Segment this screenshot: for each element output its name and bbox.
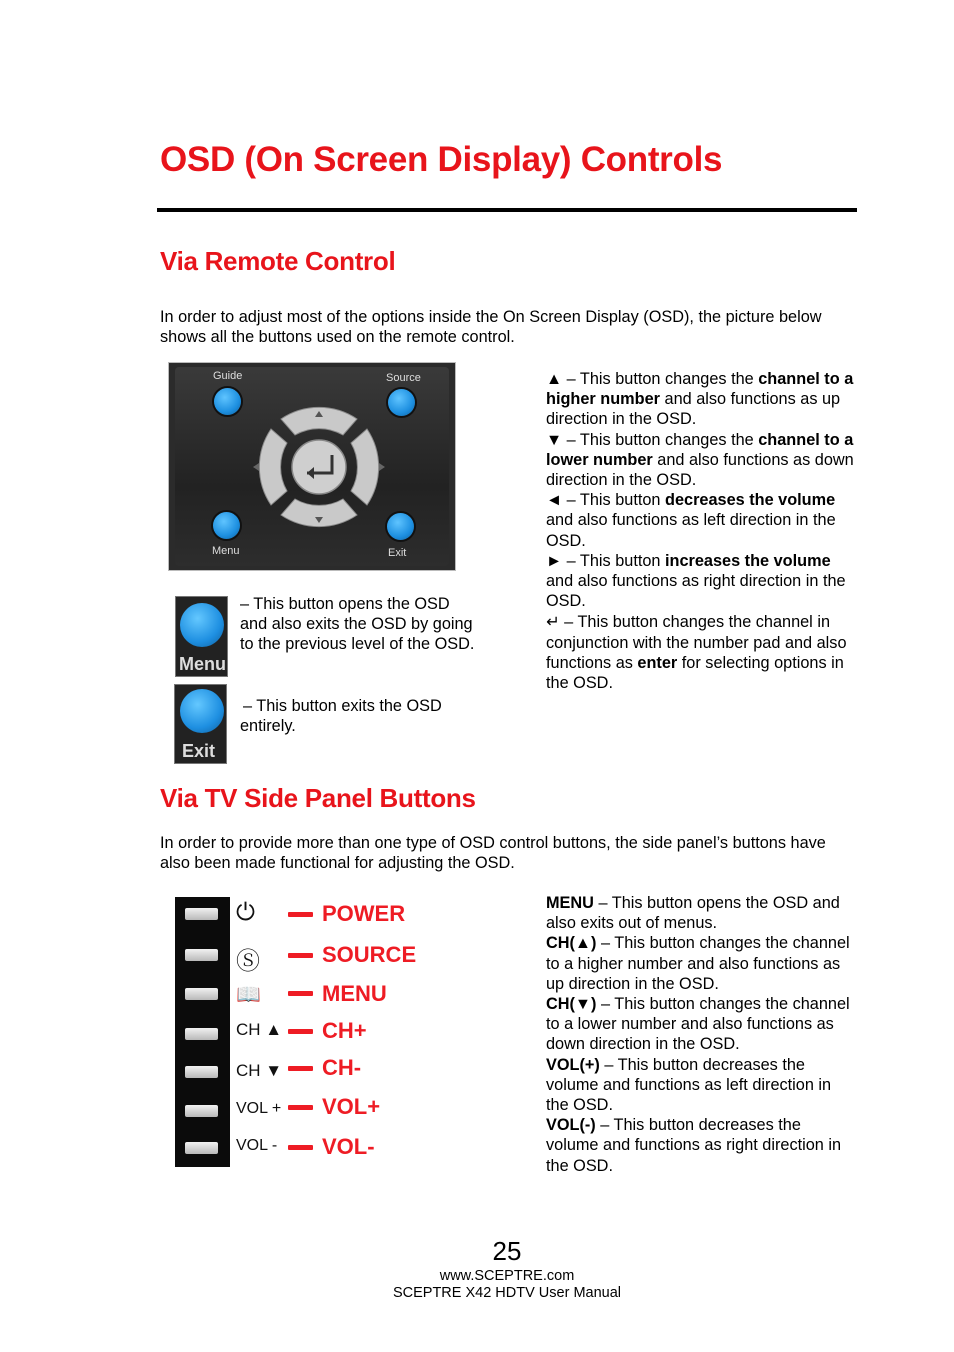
remote-menu-button: [213, 512, 240, 539]
vol-up-dash: [288, 1105, 313, 1110]
remote-guide-label: Guide: [213, 370, 243, 382]
remote-exit-label: Exit: [388, 547, 407, 559]
menu-dash: [288, 991, 313, 996]
vol-down-label: VOL-: [322, 1134, 375, 1159]
menu-button-icon: [175, 596, 228, 677]
remote-guide-button: [214, 388, 241, 415]
left-arrow-description: ◄ – This button decreases the volume and also functions as left direction in the OSD.: [546, 491, 836, 550]
menu-label: MENU: [322, 981, 387, 1006]
footer-manual-title: SCEPTRE X42 HDTV User Manual: [392, 1285, 622, 1301]
panel-button-ch-up: [185, 1028, 218, 1040]
menu-description: MENU – This button opens the OSD and also exits out of menus.: [546, 894, 840, 933]
ch-down-description: CH(▼) – This button changes the channel to a lower number and also functions as down direction in the OSD.: [546, 995, 850, 1054]
ch-up-label: CH+: [322, 1018, 367, 1043]
source-dash: [288, 953, 313, 958]
ch-down-label: CH-: [322, 1055, 362, 1080]
menu-button-label: Menu: [179, 654, 226, 674]
ch-down-dash: [288, 1066, 313, 1071]
vol-down-icon: VOL -: [236, 1137, 278, 1154]
panel-button-source: [185, 949, 218, 961]
menu-button-description: – This button opens the OSD and also exits the OSD by going to the previous level of the OSD.: [240, 595, 475, 654]
remote-menu-label: Menu: [212, 545, 240, 557]
footer-website: www.SCEPTRE.com: [439, 1268, 575, 1284]
remote-intro: In order to adjust most of the options inside the On Screen Display (OSD), the picture below shows all the buttons used on the remote control.: [160, 308, 822, 347]
page-title: OSD (On Screen Display) Controls: [160, 140, 723, 179]
remote-control-image: [168, 362, 456, 571]
panel-intro: In order to provide more than one type of OSD control buttons, the side panel’s buttons have also been made functional for adjusting the OSD.: [160, 834, 826, 873]
down-arrow-description: ▼ – This button changes the channel to a lower number and also functions as down direction in the OSD.: [546, 430, 854, 490]
vol-up-description: VOL(+) – This button decreases the volume and functions as left direction in the OSD.: [546, 1055, 832, 1115]
remote-arrow-descriptions: [546, 369, 856, 693]
page-number: 25: [492, 1236, 522, 1266]
panel-button-ch-down: [185, 1066, 218, 1078]
panel-button-power: [185, 908, 218, 920]
panel-button-menu: [185, 988, 218, 1000]
right-arrow-description: ► – This button increases the volume and also functions as right direction in the OSD.: [546, 551, 846, 611]
enter-button-description: ↵ – This button changes the channel in conjunction with the number pad and also functions as enter for selecting options in the OSD.: [546, 613, 847, 693]
vol-down-dash: [288, 1145, 313, 1150]
ch-up-icon: CH ▲: [236, 1020, 283, 1039]
up-arrow-description: ▲ – This button changes the channel to a higher number and also functions as up direction in the OSD.: [546, 370, 854, 429]
vol-down-description: VOL(-) – This button decreases the volume and functions as right direction in the OSD.: [546, 1116, 842, 1175]
panel-button-descriptions: [546, 893, 856, 1176]
exit-button-label: Exit: [182, 741, 216, 761]
remote-dpad-icon: [239, 387, 399, 547]
remote-source-label: Source: [386, 372, 421, 384]
ch-up-dash: [288, 1029, 313, 1034]
vol-up-label: VOL+: [322, 1094, 381, 1119]
panel-button-vol-up: [185, 1105, 218, 1117]
exit-button-description: – This button exits the OSD entirely.: [240, 697, 442, 736]
power-icon: ⏻: [236, 899, 255, 926]
side-panel-image: [175, 897, 230, 1167]
ch-down-icon: CH ▼: [236, 1061, 283, 1080]
ch-up-description: CH(▲) – This button changes the channel to a higher number and also functions as up direction in the OSD.: [546, 934, 850, 993]
source-icon: Ⓢ: [236, 948, 260, 975]
panel-button-vol-down: [185, 1142, 218, 1154]
title-divider: [157, 208, 857, 212]
vol-up-icon: VOL +: [236, 1100, 282, 1117]
power-dash: [288, 912, 313, 917]
exit-button-icon: [174, 684, 227, 764]
panel-section-heading: Via TV Side Panel Buttons: [160, 783, 476, 813]
power-label: POWER: [322, 901, 406, 926]
source-label: SOURCE: [322, 942, 417, 967]
remote-section-heading: Via Remote Control: [160, 246, 396, 276]
menu-book-icon: 📖: [236, 984, 261, 1006]
